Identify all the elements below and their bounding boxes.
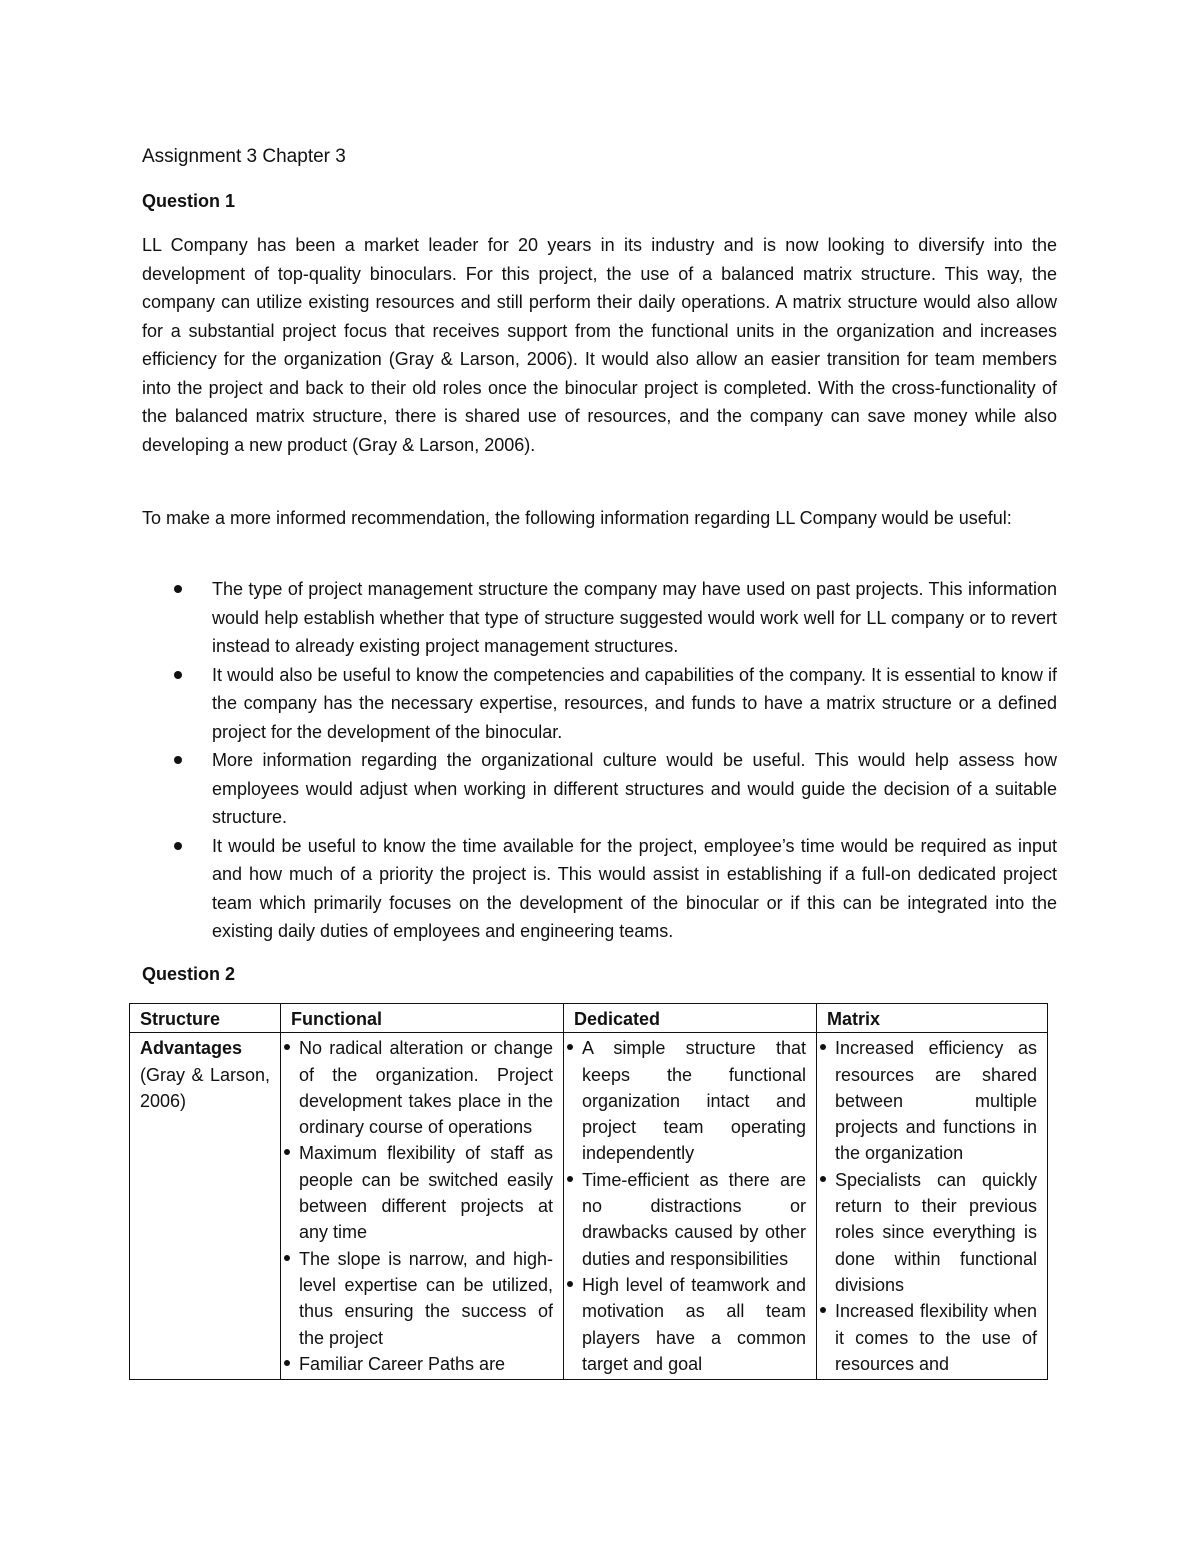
document-title: Assignment 3 Chapter 3 [142,146,346,167]
list-item-text: A simple structure that keeps the functional organization intact and project team operating independently [582,1038,806,1164]
list-item-text: Time-efficient as there are no distractions or drawbacks caused by other duties and responsibilities [582,1169,806,1269]
header-dedicated: Dedicated [564,1004,817,1033]
list-item-text: Familiar Career Paths are [299,1353,506,1374]
header-matrix: Matrix [817,1004,1048,1033]
list-item [827,1167,1037,1298]
bullet-item [142,746,1057,832]
list-item [291,1246,553,1351]
bullet-item [142,661,1057,747]
bullet-icon [567,1281,573,1287]
list-item-text: The slope is narrow, and high-level expertise can be utilized, thus ensuring the success of the project [299,1248,553,1348]
bullet-icon [284,1149,290,1155]
bullet-item [142,575,1057,661]
table-header-row [130,1004,1048,1033]
bullet-icon [284,1044,290,1050]
row-label-title: Advantages [140,1038,243,1059]
list-item [827,1035,1037,1166]
list-item-text: High level of teamwork and motivation as all team players have a common target and goal [582,1274,806,1374]
bullet-text: It would be useful to know the time available for the project, employee’s time would be required as input and how much of a priority the project is. This would assist in establishing if a full-on dedicated project team which primarily focuses on the development of the binocular or if this can be integrated into the existing daily duties of employees and engineering teams. [212,835,1057,941]
bullet-icon [567,1176,573,1182]
list-item [291,1351,553,1377]
row-label-citation: (Gray & Larson, 2006) [140,1064,270,1111]
list-item-text: Increased flexibility when it comes to the use of resources and [835,1301,1037,1374]
list-item-text: Increased efficiency as resources are shared between multiple projects and functions in the organization [835,1038,1037,1164]
bullet-icon [174,671,182,679]
bullet-icon [820,1044,826,1050]
matrix-advantages-cell [817,1033,1048,1380]
bullet-icon [567,1044,573,1050]
list-item [574,1035,806,1166]
question-1-bullet-list [142,575,1057,946]
list-item-text: Specialists can quickly return to their previous roles since everything is done within functional divisions [835,1169,1037,1295]
table-row [130,1033,1048,1380]
bullet-icon [174,585,182,593]
bullet-icon [284,1255,290,1261]
list-item [574,1272,806,1377]
bullet-text: It would also be useful to know the competencies and capabilities of the company. It is essential to know if the company has the necessary expertise, resources, and funds to have a matrix structure or a defined project for the development of the binocular. [212,664,1057,742]
bullet-icon [174,756,182,764]
list-item [291,1035,553,1140]
list-item [574,1167,806,1272]
list-item-text: No radical alteration or change of the organization. Project development takes place in the ordinary course of operations [299,1038,553,1138]
question-2-heading: Question 2 [142,964,236,984]
bullet-icon [820,1307,826,1313]
list-item [291,1140,553,1245]
question-1-paragraph: LL Company has been a market leader for 20 years in its industry and is now looking to diversify into the development of top-quality binoculars. For this project, the use of a balanced matrix structure. This way, the company can utilize existing resources and still perform their daily operations. A matrix structure would also allow for a substantial project focus that receives support from the functional units in the organization and increases efficiency for the organization (Gray & Larson, 2006). It would also allow an easier transition for team members into the project and back to their old roles once the binocular project is completed. With the cross-functionality of the balanced matrix structure, there is shared use of resources, and the company can save money while also developing a new product (Gray & Larson, 2006). [142,235,1057,455]
list-item-text: Maximum flexibility of staff as people can be switched easily between different projects at any time [299,1143,553,1243]
row-label-advantages [130,1033,281,1380]
dedicated-advantages-cell [564,1033,817,1380]
bullet-icon [820,1176,826,1182]
header-structure: Structure [130,1004,281,1033]
header-functional: Functional [281,1004,564,1033]
structure-comparison-table [129,1003,1048,1380]
functional-advantages-cell [281,1033,564,1380]
bullet-icon [174,842,182,850]
bullet-icon [284,1360,290,1366]
bullet-text: The type of project management structure the company may have used on past projects. This information would help establish whether that type of structure suggested would work well for LL company or to revert instead to already existing project management structures. [212,579,1057,656]
bullet-text: More information regarding the organizational culture would be useful. This would help assess how employees would adjust when working in different structures and would guide the decision of a suitable structure. [212,750,1057,827]
question-1-intro: To make a more informed recommendation, the following information regarding LL Company would be useful: [142,508,1012,528]
list-item [827,1298,1037,1377]
bullet-item [142,832,1057,946]
question-1-heading: Question 1 [142,191,236,211]
